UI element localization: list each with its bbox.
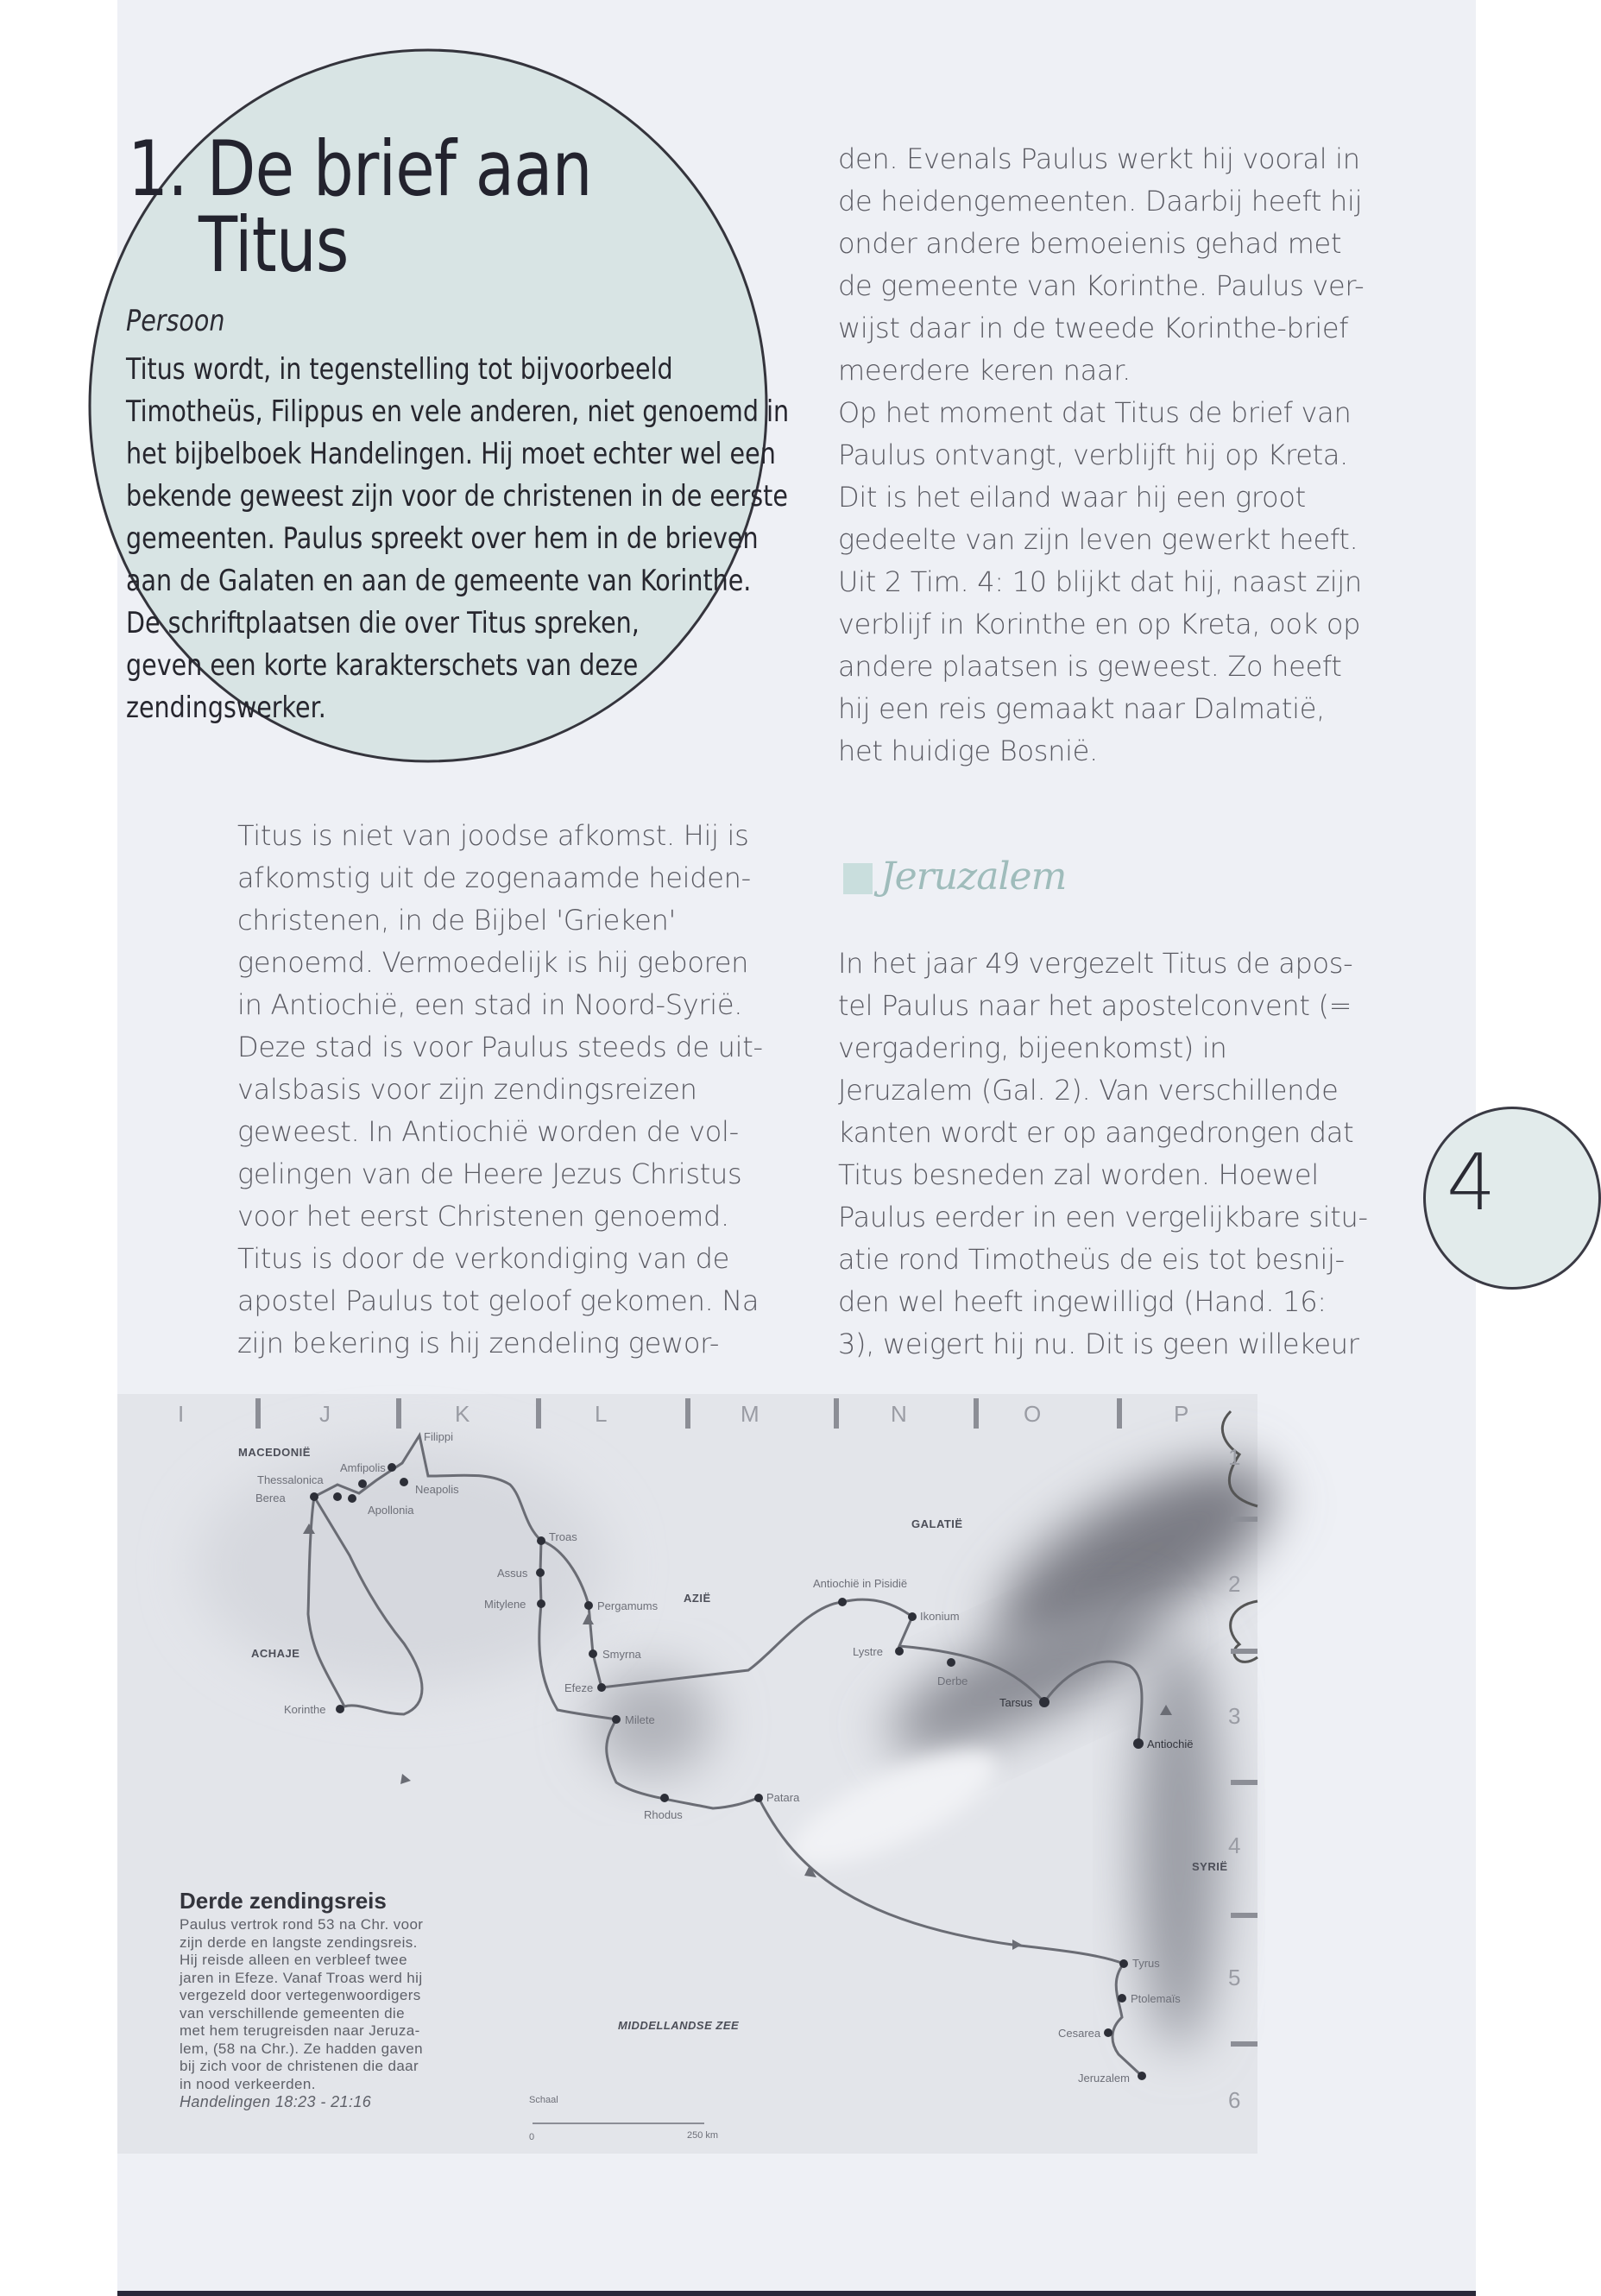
place-label: Lystre bbox=[853, 1645, 883, 1658]
place-label: Milete bbox=[625, 1713, 655, 1726]
text-line bbox=[126, 391, 915, 433]
text-line bbox=[126, 433, 915, 476]
text-line: Dit is het eiland waar hij een groot bbox=[838, 481, 1306, 514]
heading-bullet-square bbox=[843, 863, 873, 894]
text-line: hij een reis gemaakt naar Dalmatië, bbox=[838, 692, 1326, 725]
grid-col-label: K bbox=[455, 1401, 470, 1427]
text-line-inner: geven een korte karakterschets van deze bbox=[126, 648, 639, 683]
grid-row-label: 1 bbox=[1228, 1444, 1241, 1470]
text-line: afkomstig uit de zogenaamde heiden- bbox=[237, 861, 751, 894]
place-label: Antiochië in Pisidië bbox=[813, 1577, 908, 1590]
text-line: tel Paulus naar het apostelconvent (= bbox=[838, 989, 1352, 1022]
box-intro-text bbox=[126, 349, 915, 729]
region-label: GALATIË bbox=[911, 1517, 963, 1530]
chapter-tab-number: 4 bbox=[1447, 1138, 1497, 1228]
grid-col-label: M bbox=[741, 1401, 760, 1427]
chapter-title-line1: 1. De brief aan bbox=[128, 124, 592, 213]
text-line: atie rond Timotheüs de eis tot besnij- bbox=[838, 1243, 1345, 1276]
place-label: Troas bbox=[549, 1530, 577, 1543]
text-line: Titus is door de verkondiging van de bbox=[237, 1242, 730, 1275]
text-line: den. Evenals Paulus werkt hij vooral in bbox=[838, 142, 1360, 175]
journey-map bbox=[117, 1394, 1257, 2154]
region-label: ACHAJE bbox=[251, 1647, 300, 1660]
text-line: vergezeld door vertegenwoordigers bbox=[180, 1987, 421, 2003]
place-label: Rhodus bbox=[644, 1808, 683, 1821]
text-line: gelingen van de Heere Jezus Christus bbox=[237, 1157, 742, 1190]
place-label: Smyrna bbox=[602, 1648, 641, 1661]
scale-end: 250 km bbox=[687, 2130, 719, 2141]
chapter-title-line2: Titus bbox=[199, 200, 349, 289]
text-line: de gemeente van Korinthe. Paulus ver- bbox=[838, 269, 1365, 302]
text-line: met hem terugreisden naar Jeruza- bbox=[180, 2022, 420, 2039]
grid-col-label: I bbox=[178, 1401, 185, 1427]
place-label: Patara bbox=[766, 1791, 800, 1804]
text-line: Paulus eerder in een vergelijkbare situ- bbox=[838, 1201, 1368, 1233]
grid-row-label: 2 bbox=[1228, 1571, 1241, 1597]
text-line: Titus besneden zal worden. Hoewel bbox=[838, 1158, 1319, 1191]
page-bottom-rule bbox=[117, 2291, 1476, 2296]
map-caption-title: Derde zendingsreis bbox=[180, 1888, 387, 1914]
text-line: verblijf in Korinthe en op Kreta, ook op bbox=[838, 608, 1361, 640]
text-line: bij zich voor de christenen die daar bbox=[180, 2058, 419, 2074]
text-line-inner: bekende geweest zijn voor de christenen in de eerste bbox=[126, 479, 788, 514]
grid-row-label: 4 bbox=[1228, 1832, 1241, 1858]
scale-start: 0 bbox=[529, 2132, 535, 2142]
region-label: MIDDELLANDSE ZEE bbox=[618, 2019, 740, 2032]
text-line: zijn derde en langste zendingsreis. bbox=[180, 1933, 418, 1951]
place-label: Neapolis bbox=[415, 1483, 459, 1496]
text-line: christenen, in de Bijbel 'Grieken' bbox=[237, 904, 677, 937]
grid-col-label: N bbox=[891, 1401, 907, 1427]
text-line: Hij reisde alleen en verbleef twee bbox=[180, 1952, 408, 1968]
text-line: de heidengemeenten. Daarbij heeft hij bbox=[838, 185, 1363, 218]
right-column-bottom-text bbox=[838, 943, 1368, 1366]
place-label: Filippi bbox=[424, 1430, 453, 1443]
place-label: Ptolemaïs bbox=[1131, 1992, 1181, 2005]
place-label: Cesarea bbox=[1058, 2027, 1101, 2040]
text-line: Paulus vertrok rond 53 na Chr. voor bbox=[180, 1916, 424, 1933]
box-subheading: Persoon bbox=[126, 304, 225, 338]
place-label: Efeze bbox=[564, 1681, 594, 1694]
text-line: lem, (58 na Chr.). Ze hadden gaven bbox=[180, 2040, 423, 2057]
text-line: in nood verkeerden. bbox=[180, 2075, 316, 2092]
text-line: onder andere bemoeienis gehad met bbox=[838, 227, 1342, 260]
text-line-inner: het bijbelboek Handelingen. Hij moet echter wel een bbox=[126, 437, 776, 471]
text-line: valsbasis voor zijn zendingsreizen bbox=[237, 1073, 697, 1106]
text-line-inner: aan de Galaten en aan de gemeente van Korinthe. bbox=[126, 564, 752, 598]
text-line bbox=[126, 560, 915, 602]
place-label: Tarsus bbox=[999, 1696, 1033, 1709]
region-label: AZIË bbox=[684, 1592, 711, 1605]
text-line: geweest. In Antiochië worden de vol- bbox=[237, 1115, 739, 1148]
text-line: gedeelte van zijn leven gewerkt heeft. bbox=[838, 523, 1358, 556]
text-line bbox=[126, 476, 915, 518]
text-line: het huidige Bosnië. bbox=[838, 735, 1098, 767]
text-line: zijn bekering is hij zendeling gewor- bbox=[237, 1327, 720, 1359]
text-line-inner: gemeenten. Paulus spreekt over hem in de brieven bbox=[126, 521, 759, 556]
text-line bbox=[126, 518, 915, 560]
region-label: SYRIË bbox=[1192, 1860, 1228, 1873]
text-line-inner: Timotheüs, Filippus en vele anderen, niet genoemd in bbox=[126, 394, 790, 429]
text-line: genoemd. Vermoedelijk is hij geboren bbox=[237, 946, 749, 979]
grid-col-label: P bbox=[1174, 1401, 1189, 1427]
text-line: meerdere keren naar. bbox=[838, 354, 1131, 387]
text-line: andere plaatsen is geweest. Zo heeft bbox=[838, 650, 1342, 683]
place-label: Tyrus bbox=[1132, 1957, 1160, 1970]
grid-row-label: 5 bbox=[1228, 1965, 1241, 1990]
place-label: Berea bbox=[255, 1492, 286, 1504]
scale-label: Schaal bbox=[529, 2095, 558, 2105]
section-heading-jeruzalem: Jeruzalem bbox=[880, 855, 1067, 899]
grid-col-label: L bbox=[595, 1401, 608, 1427]
text-line: In het jaar 49 vergezelt Titus de apos- bbox=[838, 947, 1353, 980]
place-label: Antiochië bbox=[1147, 1738, 1194, 1750]
text-line: wijst daar in de tweede Korinthe-brief bbox=[838, 312, 1349, 344]
text-line: Paulus ontvangt, verblijft hij op Kreta. bbox=[838, 438, 1349, 471]
text-line: kanten wordt er op aangedrongen dat bbox=[838, 1116, 1354, 1149]
place-label: Mitylene bbox=[484, 1598, 526, 1611]
text-line-inner: Titus wordt, in tegenstelling tot bijvoorbeeld bbox=[126, 352, 673, 387]
place-label: Derbe bbox=[937, 1675, 968, 1687]
text-line bbox=[126, 645, 915, 687]
grid-row-label: 3 bbox=[1228, 1703, 1241, 1729]
place-label: Pergamums bbox=[597, 1599, 659, 1612]
text-line: voor het eerst Christenen genoemd. bbox=[237, 1200, 729, 1233]
grid-row-label: 6 bbox=[1228, 2087, 1241, 2113]
text-line: van verschillende gemeenten die bbox=[180, 2004, 405, 2022]
place-label: Thessalonica bbox=[257, 1473, 324, 1486]
place-label: Korinthe bbox=[284, 1703, 326, 1716]
grid-col-label: J bbox=[319, 1401, 331, 1427]
left-column-text bbox=[237, 815, 763, 1365]
text-line bbox=[126, 349, 915, 391]
text-line: vergadering, bijeenkomst) in bbox=[838, 1031, 1227, 1064]
text-line: 3), weigert hij nu. Dit is geen willekeur bbox=[838, 1328, 1359, 1360]
right-column-top-text bbox=[838, 138, 1364, 773]
text-line: jaren in Efeze. Vanaf Troas werd hij bbox=[180, 1969, 423, 1986]
grid-col-label: O bbox=[1024, 1401, 1042, 1427]
place-label: Apollonia bbox=[368, 1504, 414, 1517]
map-caption bbox=[180, 1888, 507, 2111]
text-line-inner: zendingswerker. bbox=[126, 691, 326, 725]
map-caption-reference: Handelingen 18:23 - 21:16 bbox=[180, 2093, 372, 2110]
text-line: Titus is niet van joodse afkomst. Hij is bbox=[237, 819, 749, 852]
place-label: Amfipolis bbox=[340, 1461, 386, 1474]
text-line bbox=[126, 687, 915, 729]
text-line-inner: De schriftplaatsen die over Titus spreken, bbox=[126, 606, 640, 640]
text-line: in Antiochië, een stad in Noord-Syrië. bbox=[237, 988, 743, 1021]
text-line: Op het moment dat Titus de brief van bbox=[838, 396, 1352, 429]
text-line bbox=[126, 602, 915, 645]
place-label: Ikonium bbox=[920, 1610, 960, 1623]
text-line: Uit 2 Tim. 4: 10 blijkt dat hij, naast zijn bbox=[838, 565, 1362, 598]
place-label: Jeruzalem bbox=[1078, 2072, 1130, 2085]
text-line: Deze stad is voor Paulus steeds de uit- bbox=[237, 1031, 763, 1063]
text-line: Jeruzalem (Gal. 2). Van verschillende bbox=[838, 1074, 1339, 1107]
text-line: den wel heeft ingewilligd (Hand. 16: bbox=[838, 1285, 1327, 1318]
text-line: apostel Paulus tot geloof gekomen. Na bbox=[237, 1284, 760, 1317]
place-label: Assus bbox=[497, 1567, 528, 1580]
map-caption-text bbox=[180, 1916, 507, 2093]
region-label: MACEDONIË bbox=[238, 1446, 311, 1459]
